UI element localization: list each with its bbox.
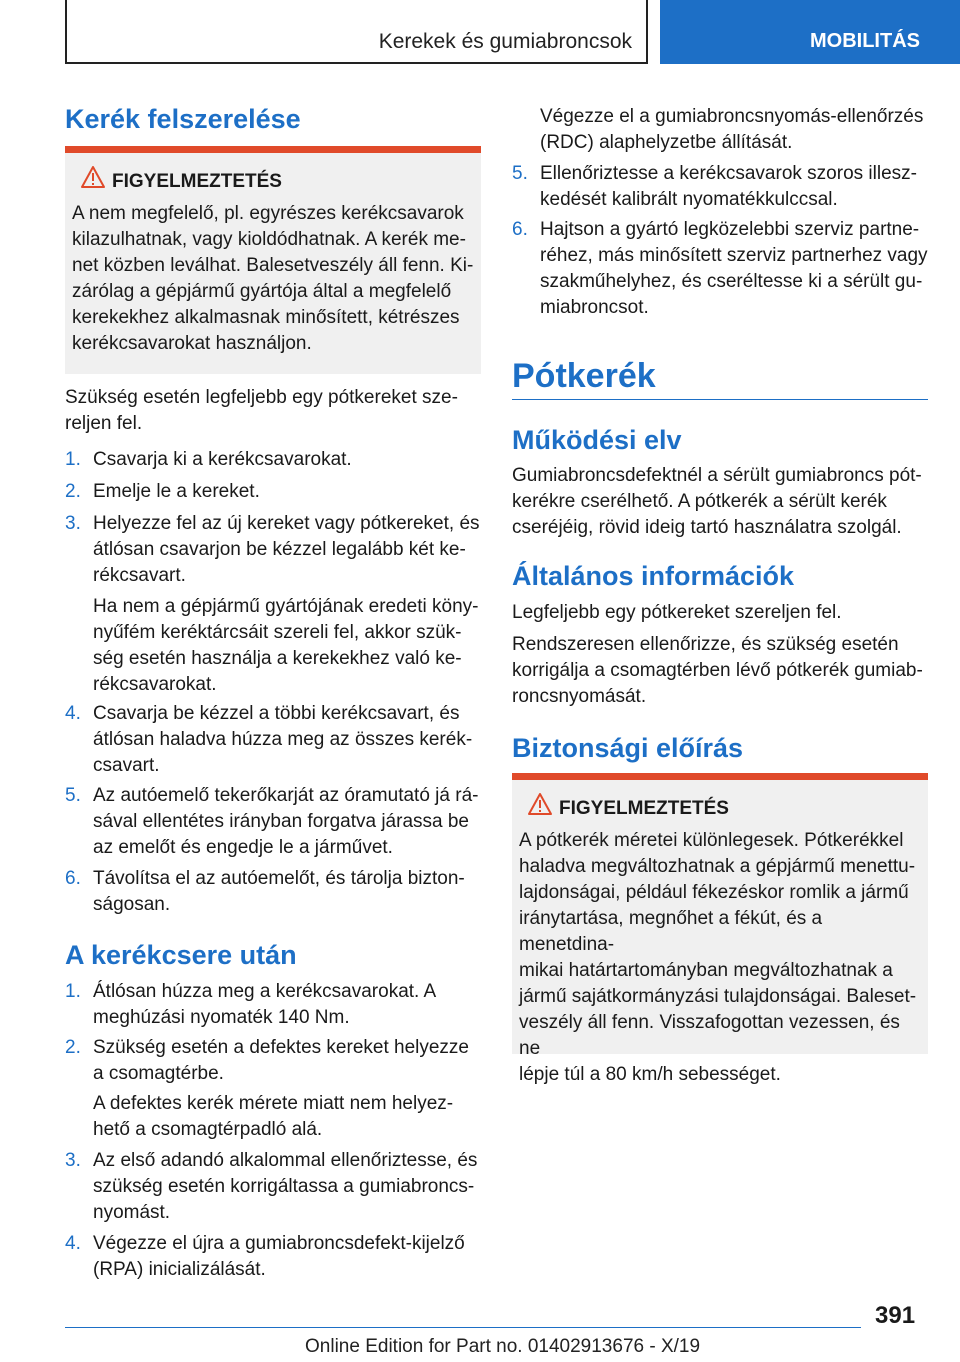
general-info-paragraph-1: Legfeljebb egy pótkereket szereljen fel.	[512, 602, 842, 623]
list-text: Csavarja ki a kerékcsavarokat.	[93, 449, 352, 470]
warning-triangle-icon	[80, 165, 106, 189]
heading-principle: Működési elv	[512, 425, 682, 455]
list-text: Szükség esetén a defektes kereket helyezze a csomagtérbe.	[93, 1037, 470, 1084]
list-text: Az autóemelő tekerőkarját az óramutató já rá- sával ellentétes irányban forgatva járassa be az emelőt és engedje le a járművet.	[93, 785, 479, 858]
list-number: 4.	[65, 703, 81, 724]
header-section-tab	[660, 0, 960, 64]
warning-box-2	[512, 773, 928, 1085]
heading-spare-wheel: Pótkerék	[512, 357, 656, 395]
general-info-paragraph-2: Rendszeresen ellenőrizze, és szükség esetén korrigálja a csomagtérben lévő pótkerék gumiab- roncsnyomását.	[512, 634, 923, 707]
list-text: Ellenőriztesse a kerékcsavarok szoros illesz- kedését kalibrált nyomatékkulccsal.	[540, 163, 917, 210]
header-section-label: MOBILITÁS	[810, 30, 920, 52]
list-text: Az első adandó alkalommal ellenőriztesse, és szükség esetén korrigáltassa a gumiabroncs- nyomást.	[93, 1150, 478, 1223]
list-number: 2.	[65, 481, 81, 502]
list-number: 1.	[65, 449, 81, 470]
list-number: 5.	[65, 785, 81, 806]
heading-rule	[512, 399, 928, 400]
list-text: Csavarja be kézzel a többi kerékcsavart, és átlósan haladva húzza meg az összes kerék- csavart.	[93, 703, 473, 776]
intro-paragraph: Szükség esetén legfeljebb egy pótkereket sze- reljen fel.	[65, 387, 458, 434]
warning-heading	[112, 171, 474, 201]
warning-box-1	[65, 146, 481, 374]
header-title: Kerekek és gumiabroncsok	[378, 30, 632, 53]
list-text: Emelje le a kereket.	[93, 481, 260, 502]
list-text: A defektes kerék mérete miatt nem helyez- hető a csomagtérpadló alá.	[93, 1093, 454, 1140]
list-number: 3.	[65, 1150, 81, 1171]
list-text: Hajtson a gyártó legközelebbi szerviz partne- réhez, más minősített szerviz partnerhez vagy szakműhelyhez, és cseréltesse ki a sérült gu- miabroncsot.	[540, 219, 928, 318]
list-number: 6.	[512, 219, 528, 240]
list-number: 4.	[65, 1233, 81, 1254]
list-text: Távolítsa el az autóemelőt, és tárolja bizton- ságosan.	[93, 868, 465, 915]
warning-text: A nem megfelelő, pl. egyrészes kerékcsavarok kilazulhatnak, vagy kioldódhatnak. A kerék me- net közben leválhat. Balesetveszély áll fenn. Ki- zárólag a gépjármű gyártója által a megfelelő kerekekhez alkalmasnak minősített, kétrészes kerékcsavarokat használjon.	[72, 203, 474, 354]
warning-triangle-icon	[527, 792, 553, 816]
list-text: Ha nem a gépjármű gyártójának eredeti köny- nyűfém keréktárcsáit szereli fel, akkor szük- ség esetén használja a kerekekhez való ke- rékcsavarokat.	[93, 596, 479, 695]
list-number: 6.	[65, 868, 81, 889]
footer-rule	[65, 1327, 861, 1328]
warning-text: A pótkerék méretei különlegesek. Pótkerékkel haladva megváltozhatnak a gépjármű menettu- lajdonságai, például fékezéskor romlik a jármű iránytartása, megnőhet a fékút, és a menetdina- mikai határtartományban megváltozhatnak a jármű sajátkormányzási tulajdonságai. Baleset- veszély áll fenn. Visszafogottan vezessen, és ne lépje túl a 80 km/h sebességet.	[519, 830, 917, 1085]
warning-label: FIGYELMEZTETÉS	[112, 171, 282, 192]
footer-edition: Online Edition for Part no. 01402913676 - X/19	[305, 1336, 701, 1357]
header-title-box	[65, 0, 648, 64]
list-text: Végezze el a gumiabroncsnyomás-ellenőrzés (RDC) alaphelyzetbe állítását.	[540, 106, 924, 153]
list-text: Átlósan húzza meg a kerékcsavarokat. A meghúzási nyomaték 140 Nm.	[93, 981, 437, 1028]
list-number: 1.	[65, 981, 81, 1002]
list-number: 2.	[65, 1037, 81, 1058]
list-number: 5.	[512, 163, 528, 184]
heading-safety: Biztonsági előírás	[512, 733, 744, 763]
warning-label: FIGYELMEZTETÉS	[559, 798, 729, 819]
page-number: 391	[875, 1302, 916, 1329]
warning-heading	[559, 798, 921, 828]
list-text: Végezze el újra a gumiabroncsdefekt-kijelző (RPA) inicializálását.	[93, 1233, 465, 1280]
heading-general-info: Általános információk	[512, 561, 795, 591]
list-number: 3.	[65, 513, 81, 534]
principle-paragraph: Gumiabroncsdefektnél a sérült gumiabroncs pót- kerékre cserélhető. A pótkerék a sérült kerék cseréjéig, rövid ideig tartó használatra szolgál.	[512, 465, 922, 538]
list-text: Helyezze fel az új kereket vagy pótkereket, és átlósan csavarjon be kézzel legalább két ke- rékcsavart.	[93, 513, 480, 586]
heading-wheel-mounting: Kerék felszerelése	[65, 104, 301, 134]
heading-after-change: A kerékcsere után	[65, 940, 297, 970]
